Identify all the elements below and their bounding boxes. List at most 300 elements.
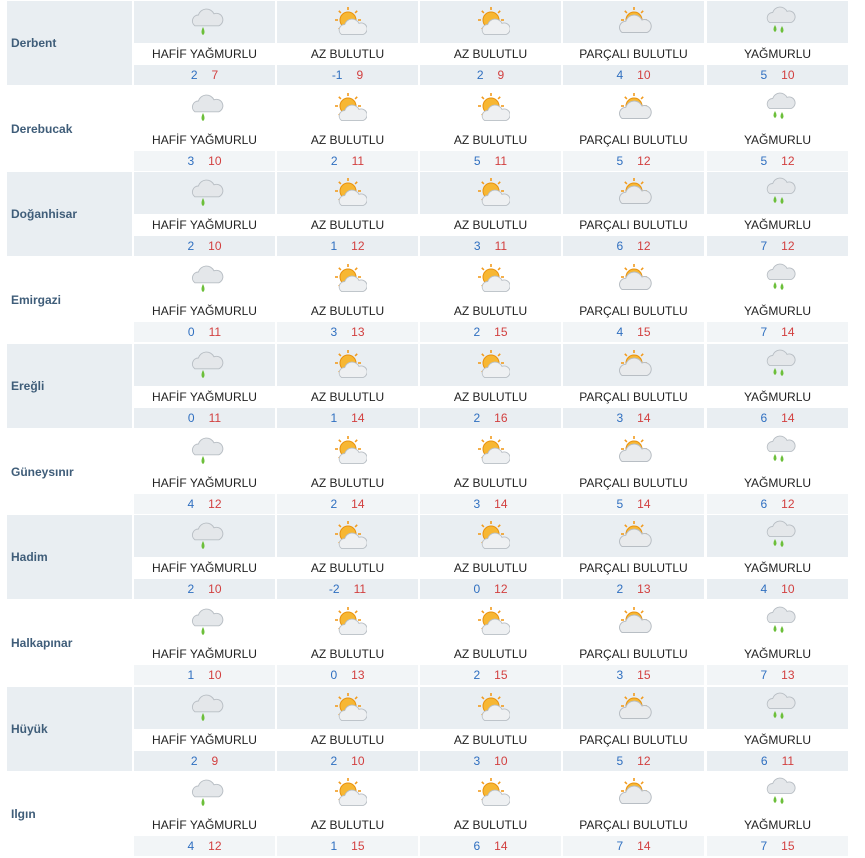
- condition-label: YAĞMURLU: [743, 647, 812, 661]
- light-rain-icon: [186, 434, 224, 468]
- min-temperature: 6: [760, 411, 768, 425]
- max-temperature: 11: [494, 154, 508, 168]
- forecast-day-cell: [277, 172, 418, 256]
- partly-cloudy-icon: [615, 434, 653, 468]
- max-temperature: 14: [494, 497, 508, 511]
- forecast-day-cell: [563, 687, 704, 771]
- forecast-day-cell: [563, 344, 704, 428]
- condition-label: YAĞMURLU: [743, 390, 812, 404]
- rain-icon: [759, 605, 797, 639]
- forecast-day-cell: [707, 601, 848, 685]
- city-name: Halkapınar: [11, 636, 73, 650]
- condition-label: AZ BULUTLU: [453, 818, 528, 832]
- condition-label: PARÇALI BULUTLU: [579, 218, 688, 232]
- condition-label: YAĞMURLU: [743, 733, 812, 747]
- temperature-range: [134, 151, 275, 171]
- temperature-range: [277, 236, 418, 256]
- forecast-day-cell: [277, 430, 418, 514]
- temperature-range: [277, 494, 418, 514]
- temperature-range: [277, 665, 418, 685]
- forecast-day-cell: [134, 601, 275, 685]
- max-temperature: 15: [781, 839, 795, 853]
- city-name: Derebucak: [11, 122, 73, 136]
- partly-cloudy-icon: [615, 776, 653, 810]
- max-temperature: 15: [637, 668, 651, 682]
- light-rain-icon: [186, 176, 224, 210]
- city-row: [7, 430, 853, 516]
- condition-label: AZ BULUTLU: [310, 390, 385, 404]
- condition-label: PARÇALI BULUTLU: [579, 133, 688, 147]
- temperature-range: [563, 665, 704, 685]
- condition-label: AZ BULUTLU: [453, 390, 528, 404]
- min-temperature: 4: [187, 497, 195, 511]
- condition-label: AZ BULUTLU: [453, 304, 528, 318]
- temperature-range: [563, 408, 704, 428]
- forecast-day-cell: [420, 687, 561, 771]
- condition-label: PARÇALI BULUTLU: [579, 47, 688, 61]
- light-rain-icon: [186, 691, 224, 725]
- temperature-range: [277, 836, 418, 856]
- rain-icon: [759, 176, 797, 210]
- city-name: Ilgın: [11, 807, 36, 821]
- forecast-day-cell: [707, 172, 848, 256]
- max-temperature: 11: [494, 239, 508, 253]
- temperature-range: [420, 408, 561, 428]
- temperature-range: [707, 151, 848, 171]
- max-temperature: 12: [494, 582, 508, 596]
- forecast-day-cell: [420, 172, 561, 256]
- max-temperature: 9: [497, 68, 505, 82]
- condition-label: AZ BULUTLU: [310, 733, 385, 747]
- max-temperature: 12: [637, 754, 651, 768]
- partly-cloudy-icon: [615, 348, 653, 382]
- temperature-range: [277, 579, 418, 599]
- partly-cloudy-icon: [615, 519, 653, 553]
- condition-label: AZ BULUTLU: [453, 476, 528, 490]
- min-temperature: 1: [187, 668, 195, 682]
- few-clouds-sun-icon: [329, 262, 367, 296]
- forecast-day-cell: [134, 687, 275, 771]
- min-temperature: 1: [330, 411, 338, 425]
- condition-label: PARÇALI BULUTLU: [579, 304, 688, 318]
- max-temperature: 10: [494, 754, 508, 768]
- temperature-range: [707, 751, 848, 771]
- min-temperature: 4: [760, 582, 768, 596]
- temperature-range: [420, 579, 561, 599]
- temperature-range: [134, 836, 275, 856]
- min-temperature: 7: [760, 839, 768, 853]
- light-rain-icon: [186, 91, 224, 125]
- forecast-day-cell: [707, 687, 848, 771]
- rain-icon: [759, 5, 797, 39]
- max-temperature: 12: [781, 239, 795, 253]
- min-temperature: 5: [616, 754, 624, 768]
- forecast-day-cell: [134, 515, 275, 599]
- condition-label: HAFİF YAĞMURLU: [152, 647, 257, 661]
- partly-cloudy-icon: [615, 5, 653, 39]
- temperature-range: [707, 322, 848, 342]
- min-temperature: 3: [187, 154, 195, 168]
- temperature-range: [707, 65, 848, 85]
- temperature-range: [277, 65, 418, 85]
- max-temperature: 9: [356, 68, 364, 82]
- temperature-range: [563, 751, 704, 771]
- partly-cloudy-icon: [615, 691, 653, 725]
- forecast-day-cell: [420, 258, 561, 342]
- max-temperature: 14: [637, 497, 651, 511]
- condition-label: YAĞMURLU: [743, 218, 812, 232]
- forecast-day-cell: [563, 1, 704, 85]
- forecast-day-cell: [420, 515, 561, 599]
- temperature-range: [563, 494, 704, 514]
- partly-cloudy-icon: [615, 91, 653, 125]
- condition-label: AZ BULUTLU: [310, 218, 385, 232]
- temperature-range: [420, 151, 561, 171]
- max-temperature: 11: [353, 582, 367, 596]
- condition-label: HAFİF YAĞMURLU: [152, 818, 257, 832]
- rain-icon: [759, 348, 797, 382]
- min-temperature: 3: [616, 668, 624, 682]
- max-temperature: 16: [494, 411, 508, 425]
- max-temperature: 10: [781, 68, 795, 82]
- city-row: [7, 344, 853, 430]
- temperature-range: [420, 836, 561, 856]
- few-clouds-sun-icon: [329, 605, 367, 639]
- condition-label: YAĞMURLU: [743, 47, 812, 61]
- min-temperature: 2: [476, 68, 484, 82]
- city-name: Derbent: [7, 1, 132, 85]
- max-temperature: 10: [208, 582, 222, 596]
- temperature-range: [134, 665, 275, 685]
- temperature-range: [134, 494, 275, 514]
- temperature-range: [277, 408, 418, 428]
- condition-label: AZ BULUTLU: [310, 304, 385, 318]
- forecast-day-cell: [277, 344, 418, 428]
- temperature-range: [420, 494, 561, 514]
- city-name: Güneysınır: [11, 465, 74, 479]
- forecast-day-cell: [277, 687, 418, 771]
- rain-icon: [759, 519, 797, 553]
- min-temperature: 3: [330, 325, 338, 339]
- condition-label: HAFİF YAĞMURLU: [152, 733, 257, 747]
- min-temperature: 7: [616, 839, 624, 853]
- forecast-day-cell: [134, 258, 275, 342]
- condition-label: PARÇALI BULUTLU: [579, 818, 688, 832]
- condition-label: YAĞMURLU: [743, 561, 812, 575]
- condition-label: HAFİF YAĞMURLU: [152, 47, 257, 61]
- city-name: Hüyük: [7, 687, 132, 771]
- min-temperature: 6: [760, 497, 768, 511]
- max-temperature: 12: [781, 497, 795, 511]
- max-temperature: 13: [781, 668, 795, 682]
- max-temperature: 7: [211, 68, 219, 82]
- forecast-day-cell: [420, 1, 561, 85]
- max-temperature: 14: [351, 497, 365, 511]
- min-temperature: 7: [760, 325, 768, 339]
- temperature-range: [134, 408, 275, 428]
- temperature-range: [563, 236, 704, 256]
- forecast-day-cell: [563, 172, 704, 256]
- min-temperature: 2: [330, 497, 338, 511]
- min-temperature: 3: [473, 239, 481, 253]
- min-temperature: 7: [760, 239, 768, 253]
- max-temperature: 9: [211, 754, 219, 768]
- condition-label: AZ BULUTLU: [453, 47, 528, 61]
- forecast-day-cell: [134, 772, 275, 856]
- few-clouds-sun-icon: [472, 434, 510, 468]
- forecast-day-cell: [563, 601, 704, 685]
- temperature-range: [134, 65, 275, 85]
- condition-label: PARÇALI BULUTLU: [579, 390, 688, 404]
- max-temperature: 15: [351, 839, 365, 853]
- city-row: [7, 258, 853, 344]
- partly-cloudy-icon: [615, 176, 653, 210]
- city-row: [7, 601, 853, 687]
- forecast-day-cell: [277, 87, 418, 171]
- light-rain-icon: [186, 776, 224, 810]
- max-temperature: 13: [351, 668, 365, 682]
- temperature-range: [134, 751, 275, 771]
- forecast-day-cell: [420, 601, 561, 685]
- condition-label: AZ BULUTLU: [310, 818, 385, 832]
- min-temperature: 0: [473, 582, 481, 596]
- condition-label: HAFİF YAĞMURLU: [152, 304, 257, 318]
- temperature-range: [420, 751, 561, 771]
- max-temperature: 12: [351, 239, 365, 253]
- max-temperature: 12: [781, 154, 795, 168]
- temperature-range: [707, 408, 848, 428]
- temperature-range: [563, 322, 704, 342]
- condition-label: AZ BULUTLU: [310, 647, 385, 661]
- min-temperature: -2: [328, 582, 340, 596]
- min-temperature: 0: [187, 325, 195, 339]
- min-temperature: 5: [616, 497, 624, 511]
- min-temperature: 2: [187, 239, 195, 253]
- condition-label: YAĞMURLU: [743, 304, 812, 318]
- min-temperature: 6: [616, 239, 624, 253]
- city-name: Doğanhisar: [7, 172, 132, 256]
- max-temperature: 13: [351, 325, 365, 339]
- min-temperature: 3: [473, 754, 481, 768]
- min-temperature: 2: [473, 411, 481, 425]
- few-clouds-sun-icon: [472, 348, 510, 382]
- max-temperature: 10: [208, 154, 222, 168]
- temperature-range: [563, 836, 704, 856]
- few-clouds-sun-icon: [329, 776, 367, 810]
- few-clouds-sun-icon: [329, 5, 367, 39]
- max-temperature: 12: [208, 497, 222, 511]
- max-temperature: 13: [637, 582, 651, 596]
- min-temperature: 2: [187, 582, 195, 596]
- max-temperature: 10: [637, 68, 651, 82]
- city-name: Ereğli: [7, 344, 132, 428]
- forecast-day-cell: [420, 87, 561, 171]
- few-clouds-sun-icon: [329, 691, 367, 725]
- light-rain-icon: [186, 519, 224, 553]
- forecast-day-cell: [134, 430, 275, 514]
- forecast-day-cell: [420, 772, 561, 856]
- min-temperature: 2: [616, 582, 624, 596]
- rain-icon: [759, 434, 797, 468]
- temperature-range: [707, 836, 848, 856]
- city-row: [7, 687, 853, 773]
- few-clouds-sun-icon: [472, 691, 510, 725]
- max-temperature: 14: [637, 411, 651, 425]
- max-temperature: 12: [637, 239, 651, 253]
- temperature-range: [420, 665, 561, 685]
- min-temperature: 2: [330, 154, 338, 168]
- condition-label: YAĞMURLU: [743, 133, 812, 147]
- condition-label: HAFİF YAĞMURLU: [152, 133, 257, 147]
- min-temperature: 1: [330, 839, 338, 853]
- light-rain-icon: [186, 605, 224, 639]
- few-clouds-sun-icon: [472, 5, 510, 39]
- temperature-range: [420, 236, 561, 256]
- forecast-day-cell: [134, 87, 275, 171]
- min-temperature: 2: [473, 325, 481, 339]
- max-temperature: 10: [208, 668, 222, 682]
- min-temperature: 6: [760, 754, 768, 768]
- min-temperature: 3: [616, 411, 624, 425]
- max-temperature: 10: [781, 582, 795, 596]
- condition-label: HAFİF YAĞMURLU: [152, 476, 257, 490]
- light-rain-icon: [186, 5, 224, 39]
- forecast-day-cell: [277, 1, 418, 85]
- forecast-day-cell: [707, 258, 848, 342]
- condition-label: YAĞMURLU: [743, 818, 812, 832]
- condition-label: PARÇALI BULUTLU: [579, 561, 688, 575]
- forecast-day-cell: [563, 515, 704, 599]
- min-temperature: 5: [760, 68, 768, 82]
- rain-icon: [759, 262, 797, 296]
- max-temperature: 12: [208, 839, 222, 853]
- min-temperature: 2: [190, 68, 198, 82]
- condition-label: YAĞMURLU: [743, 476, 812, 490]
- forecast-day-cell: [707, 515, 848, 599]
- forecast-day-cell: [134, 172, 275, 256]
- condition-label: AZ BULUTLU: [453, 133, 528, 147]
- few-clouds-sun-icon: [472, 776, 510, 810]
- condition-label: AZ BULUTLU: [310, 476, 385, 490]
- temperature-range: [277, 151, 418, 171]
- min-temperature: -1: [331, 68, 343, 82]
- city-row: [7, 172, 853, 258]
- forecast-day-cell: [420, 430, 561, 514]
- few-clouds-sun-icon: [329, 434, 367, 468]
- min-temperature: 5: [473, 154, 481, 168]
- forecast-day-cell: [277, 601, 418, 685]
- max-temperature: 11: [781, 754, 795, 768]
- min-temperature: 1: [330, 239, 338, 253]
- max-temperature: 14: [637, 839, 651, 853]
- max-temperature: 11: [351, 154, 365, 168]
- forecast-day-cell: [707, 1, 848, 85]
- min-temperature: 2: [330, 754, 338, 768]
- rain-icon: [759, 691, 797, 725]
- forecast-day-cell: [707, 87, 848, 171]
- forecast-day-cell: [134, 344, 275, 428]
- forecast-day-cell: [277, 772, 418, 856]
- max-temperature: 12: [637, 154, 651, 168]
- condition-label: AZ BULUTLU: [453, 733, 528, 747]
- min-temperature: 5: [616, 154, 624, 168]
- temperature-range: [563, 65, 704, 85]
- few-clouds-sun-icon: [472, 262, 510, 296]
- forecast-day-cell: [707, 344, 848, 428]
- temperature-range: [707, 494, 848, 514]
- min-temperature: 0: [330, 668, 338, 682]
- min-temperature: 4: [616, 325, 624, 339]
- few-clouds-sun-icon: [329, 91, 367, 125]
- forecast-day-cell: [563, 258, 704, 342]
- condition-label: PARÇALI BULUTLU: [579, 733, 688, 747]
- min-temperature: 2: [473, 668, 481, 682]
- min-temperature: 3: [473, 497, 481, 511]
- forecast-day-cell: [277, 258, 418, 342]
- temperature-range: [134, 322, 275, 342]
- condition-label: AZ BULUTLU: [310, 47, 385, 61]
- condition-label: PARÇALI BULUTLU: [579, 476, 688, 490]
- temperature-range: [420, 322, 561, 342]
- temperature-range: [563, 579, 704, 599]
- min-temperature: 6: [473, 839, 481, 853]
- condition-label: PARÇALI BULUTLU: [579, 647, 688, 661]
- max-temperature: 14: [781, 411, 795, 425]
- max-temperature: 11: [208, 411, 222, 425]
- max-temperature: 15: [494, 668, 508, 682]
- rain-icon: [759, 776, 797, 810]
- rain-icon: [759, 91, 797, 125]
- min-temperature: 4: [616, 68, 624, 82]
- condition-label: AZ BULUTLU: [453, 647, 528, 661]
- few-clouds-sun-icon: [472, 176, 510, 210]
- temperature-range: [134, 236, 275, 256]
- forecast-day-cell: [563, 772, 704, 856]
- min-temperature: 0: [187, 411, 195, 425]
- city-name: Emirgazi: [11, 293, 62, 307]
- temperature-range: [563, 151, 704, 171]
- city-row: [7, 772, 853, 858]
- forecast-day-cell: [707, 430, 848, 514]
- few-clouds-sun-icon: [472, 91, 510, 125]
- temperature-range: [277, 322, 418, 342]
- max-temperature: 15: [637, 325, 651, 339]
- min-temperature: 2: [190, 754, 198, 768]
- condition-label: HAFİF YAĞMURLU: [152, 561, 257, 575]
- min-temperature: 5: [760, 154, 768, 168]
- few-clouds-sun-icon: [329, 176, 367, 210]
- temperature-range: [134, 579, 275, 599]
- condition-label: HAFİF YAĞMURLU: [152, 390, 257, 404]
- light-rain-icon: [186, 348, 224, 382]
- max-temperature: 10: [208, 239, 222, 253]
- min-temperature: 7: [760, 668, 768, 682]
- forecast-day-cell: [277, 515, 418, 599]
- temperature-range: [707, 236, 848, 256]
- condition-label: AZ BULUTLU: [453, 561, 528, 575]
- few-clouds-sun-icon: [329, 348, 367, 382]
- forecast-day-cell: [420, 344, 561, 428]
- few-clouds-sun-icon: [472, 519, 510, 553]
- max-temperature: 15: [494, 325, 508, 339]
- condition-label: AZ BULUTLU: [310, 561, 385, 575]
- partly-cloudy-icon: [615, 605, 653, 639]
- min-temperature: 4: [187, 839, 195, 853]
- city-row: [7, 87, 853, 173]
- forecast-day-cell: [707, 772, 848, 856]
- temperature-range: [277, 751, 418, 771]
- few-clouds-sun-icon: [329, 519, 367, 553]
